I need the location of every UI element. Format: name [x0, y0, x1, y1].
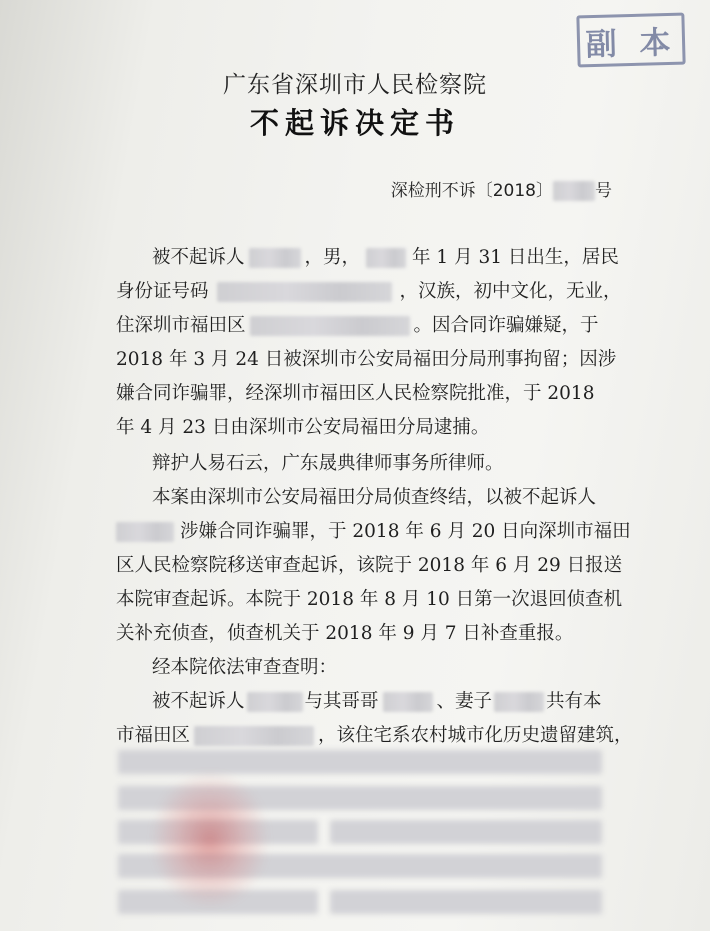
text: 被不起诉人 [152, 247, 245, 268]
redacted-id-number [217, 282, 392, 302]
para2-line1: 辩护人易石云，广东晟典律师事务所律师。 [152, 453, 504, 474]
para1-line6: 年 4 月 23 日由深圳市公安局福田分局逮捕。 [116, 417, 490, 438]
redacted-number [553, 181, 595, 201]
text: 涉嫌合同诈骗罪，于 2018 年 6 月 20 日向深圳市福田 [180, 521, 631, 542]
redacted-name [494, 692, 544, 712]
redacted-text-block [330, 820, 602, 844]
redacted-birth-year [366, 248, 406, 268]
official-seal-mark [150, 770, 270, 910]
para4-line1: 经本院依法审查查明： [152, 657, 338, 678]
para5-line2 [116, 724, 633, 748]
text: 市福田区 [116, 725, 191, 746]
text: ，男， [304, 247, 361, 268]
redacted-name [383, 692, 433, 712]
para3-line1: 本案由深圳市公安局福田分局侦查终结，以被不起诉人 [152, 487, 597, 508]
redacted-text-block [330, 890, 602, 914]
redacted-text-block [118, 750, 602, 774]
redacted-address [194, 726, 314, 746]
document-title: 不起诉决定书 [249, 106, 460, 140]
para3-line2 [116, 520, 631, 544]
para5-line1 [152, 690, 602, 714]
document-number-prefix: 深检刑不诉〔2018〕 [390, 181, 553, 201]
para1-line1 [152, 246, 619, 270]
text: 住深圳市福田区 [116, 315, 246, 336]
para3-line5: 关补充侦查，侦查机关于 2018 年 9 月 7 日补查重报。 [116, 623, 574, 644]
text: ，汉族，初中文化，无业， [399, 281, 622, 302]
redacted-name [249, 248, 301, 268]
text: 与其哥哥 [304, 691, 379, 712]
text: ，该住宅系农村城市化历史遗留建筑， [318, 725, 633, 746]
text: 共有本 [546, 691, 602, 712]
redacted-name [116, 522, 174, 542]
text: 被不起诉人 [152, 691, 245, 712]
copy-stamp: 副 本 [576, 13, 685, 68]
redacted-name [247, 692, 303, 712]
para3-line4: 本院审查起诉。本院于 2018 年 8 月 10 日第一次退回侦查机 [116, 589, 623, 610]
agency-name: 广东省深圳市人民检察院 [223, 72, 487, 98]
text: 身份证号码 [116, 281, 209, 302]
text: 、妻子 [436, 691, 493, 712]
text: 。因合同诈骗嫌疑，于 [413, 315, 599, 336]
document-number-suffix: 号 [595, 181, 612, 201]
document-number [391, 176, 612, 201]
redacted-address [250, 316, 410, 336]
text: 年 1 月 31 日出生，居民 [412, 247, 619, 268]
para1-line5: 嫌合同诈骗罪，经深圳市福田区人民检察院批准，于 2018 [116, 383, 595, 404]
para3-line3: 区人民检察院移送审查起诉，该院于 2018 年 6 月 29 日报送 [116, 555, 623, 576]
para1-line3 [116, 314, 599, 338]
para1-line4: 2018 年 3 月 24 日被深圳市公安局福田分局刑事拘留；因涉 [116, 349, 617, 370]
para1-line2 [116, 280, 622, 304]
